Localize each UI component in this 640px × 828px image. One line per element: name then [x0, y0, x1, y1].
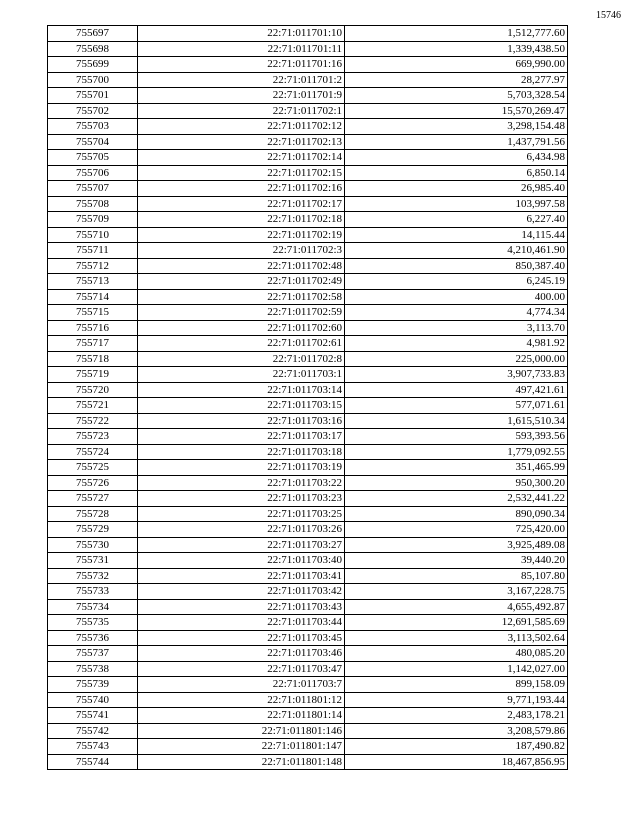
- record-id-cell: 755708: [48, 196, 138, 212]
- record-id-cell: 755718: [48, 351, 138, 367]
- record-id-cell: 755728: [48, 506, 138, 522]
- amount-cell: 12,691,585.69: [345, 615, 568, 631]
- table-row: [48, 646, 568, 662]
- amount-cell: 6,245.19: [345, 274, 568, 290]
- record-id-cell: 755702: [48, 103, 138, 119]
- record-id-cell: 755697: [48, 26, 138, 42]
- amount-cell: 400.00: [345, 289, 568, 305]
- amount-cell: 1,615,510.34: [345, 413, 568, 429]
- table-row: [48, 754, 568, 770]
- amount-cell: 1,142,027.00: [345, 661, 568, 677]
- cadastral-number-cell: 22:71:011703:15: [138, 398, 345, 414]
- record-id-cell: 755733: [48, 584, 138, 600]
- record-id-cell: 755734: [48, 599, 138, 615]
- cadastral-number-cell: 22:71:011703:25: [138, 506, 345, 522]
- record-id-cell: 755700: [48, 72, 138, 88]
- record-id-cell: 755738: [48, 661, 138, 677]
- amount-cell: 1,437,791.56: [345, 134, 568, 150]
- table-row: [48, 258, 568, 274]
- record-id-cell: 755704: [48, 134, 138, 150]
- table-row: [48, 537, 568, 553]
- table-row: [48, 88, 568, 104]
- amount-cell: 18,467,856.95: [345, 754, 568, 770]
- amount-cell: 593,393.56: [345, 429, 568, 445]
- amount-cell: 2,483,178.21: [345, 708, 568, 724]
- cadastral-number-cell: 22:71:011703:18: [138, 444, 345, 460]
- table-row: [48, 661, 568, 677]
- ledger-table: [47, 25, 568, 770]
- record-id-cell: 755723: [48, 429, 138, 445]
- record-id-cell: 755742: [48, 723, 138, 739]
- record-id-cell: 755706: [48, 165, 138, 181]
- amount-cell: 225,000.00: [345, 351, 568, 367]
- table-row: [48, 289, 568, 305]
- record-id-cell: 755711: [48, 243, 138, 259]
- table-row: [48, 630, 568, 646]
- amount-cell: 9,771,193.44: [345, 692, 568, 708]
- table-row: [48, 320, 568, 336]
- record-id-cell: 755730: [48, 537, 138, 553]
- amount-cell: 3,113.70: [345, 320, 568, 336]
- cadastral-number-cell: 22:71:011702:48: [138, 258, 345, 274]
- amount-cell: 850,387.40: [345, 258, 568, 274]
- cadastral-number-cell: 22:71:011801:146: [138, 723, 345, 739]
- amount-cell: 725,420.00: [345, 522, 568, 538]
- amount-cell: 4,774.34: [345, 305, 568, 321]
- cadastral-number-cell: 22:71:011703:7: [138, 677, 345, 693]
- amount-cell: 4,210,461.90: [345, 243, 568, 259]
- record-id-cell: 755721: [48, 398, 138, 414]
- cadastral-number-cell: 22:71:011702:15: [138, 165, 345, 181]
- record-id-cell: 755717: [48, 336, 138, 352]
- cadastral-number-cell: 22:71:011703:1: [138, 367, 345, 383]
- cadastral-number-cell: 22:71:011702:59: [138, 305, 345, 321]
- table-row: [48, 150, 568, 166]
- cadastral-number-cell: 22:71:011703:26: [138, 522, 345, 538]
- amount-cell: 950,300.20: [345, 475, 568, 491]
- amount-cell: 28,277.97: [345, 72, 568, 88]
- table-row: [48, 615, 568, 631]
- cadastral-number-cell: 22:71:011702:8: [138, 351, 345, 367]
- cadastral-number-cell: 22:71:011703:19: [138, 460, 345, 476]
- cadastral-number-cell: 22:71:011702:49: [138, 274, 345, 290]
- table-row: [48, 227, 568, 243]
- cadastral-number-cell: 22:71:011701:9: [138, 88, 345, 104]
- cadastral-number-cell: 22:71:011703:17: [138, 429, 345, 445]
- record-id-cell: 755701: [48, 88, 138, 104]
- amount-cell: 497,421.61: [345, 382, 568, 398]
- amount-cell: 26,985.40: [345, 181, 568, 197]
- cadastral-number-cell: 22:71:011801:12: [138, 692, 345, 708]
- amount-cell: 5,703,328.54: [345, 88, 568, 104]
- amount-cell: 15,570,269.47: [345, 103, 568, 119]
- amount-cell: 3,208,579.86: [345, 723, 568, 739]
- amount-cell: 6,227.40: [345, 212, 568, 228]
- table-row: [48, 692, 568, 708]
- amount-cell: 1,512,777.60: [345, 26, 568, 42]
- record-id-cell: 755705: [48, 150, 138, 166]
- cadastral-number-cell: 22:71:011703:23: [138, 491, 345, 507]
- table-row: [48, 196, 568, 212]
- table-row: [48, 119, 568, 135]
- record-id-cell: 755719: [48, 367, 138, 383]
- table-row: [48, 398, 568, 414]
- cadastral-number-cell: 22:71:011703:43: [138, 599, 345, 615]
- cadastral-number-cell: 22:71:011701:2: [138, 72, 345, 88]
- cadastral-number-cell: 22:71:011703:47: [138, 661, 345, 677]
- table-row: [48, 382, 568, 398]
- table-row: [48, 599, 568, 615]
- table-row: [48, 584, 568, 600]
- record-id-cell: 755736: [48, 630, 138, 646]
- table-row: [48, 475, 568, 491]
- ledger-body: [48, 26, 568, 770]
- cadastral-number-cell: 22:71:011702:61: [138, 336, 345, 352]
- record-id-cell: 755731: [48, 553, 138, 569]
- amount-cell: 351,465.99: [345, 460, 568, 476]
- amount-cell: 3,907,733.83: [345, 367, 568, 383]
- record-id-cell: 755720: [48, 382, 138, 398]
- amount-cell: 6,434.98: [345, 150, 568, 166]
- record-id-cell: 755737: [48, 646, 138, 662]
- amount-cell: 480,085.20: [345, 646, 568, 662]
- table-row: [48, 522, 568, 538]
- cadastral-number-cell: 22:71:011801:148: [138, 754, 345, 770]
- amount-cell: 39,440.20: [345, 553, 568, 569]
- table-row: [48, 26, 568, 42]
- record-id-cell: 755714: [48, 289, 138, 305]
- cadastral-number-cell: 22:71:011702:16: [138, 181, 345, 197]
- table-row: [48, 57, 568, 73]
- table-row: [48, 739, 568, 755]
- record-id-cell: 755703: [48, 119, 138, 135]
- amount-cell: 3,925,489.08: [345, 537, 568, 553]
- amount-cell: 4,655,492.87: [345, 599, 568, 615]
- amount-cell: 1,339,438.50: [345, 41, 568, 57]
- cadastral-number-cell: 22:71:011801:14: [138, 708, 345, 724]
- table-row: [48, 41, 568, 57]
- cadastral-number-cell: 22:71:011703:16: [138, 413, 345, 429]
- cadastral-number-cell: 22:71:011702:13: [138, 134, 345, 150]
- cadastral-number-cell: 22:71:011702:14: [138, 150, 345, 166]
- cadastral-number-cell: 22:71:011703:42: [138, 584, 345, 600]
- cadastral-number-cell: 22:71:011703:22: [138, 475, 345, 491]
- cadastral-number-cell: 22:71:011702:1: [138, 103, 345, 119]
- record-id-cell: 755715: [48, 305, 138, 321]
- table-row: [48, 165, 568, 181]
- table-row: [48, 723, 568, 739]
- table-row: [48, 274, 568, 290]
- cadastral-number-cell: 22:71:011703:44: [138, 615, 345, 631]
- table-row: [48, 72, 568, 88]
- amount-cell: 2,532,441.22: [345, 491, 568, 507]
- cadastral-number-cell: 22:71:011703:45: [138, 630, 345, 646]
- record-id-cell: 755716: [48, 320, 138, 336]
- cadastral-number-cell: 22:71:011702:19: [138, 227, 345, 243]
- table-row: [48, 708, 568, 724]
- record-id-cell: 755743: [48, 739, 138, 755]
- record-id-cell: 755698: [48, 41, 138, 57]
- amount-cell: 4,981.92: [345, 336, 568, 352]
- record-id-cell: 755707: [48, 181, 138, 197]
- record-id-cell: 755741: [48, 708, 138, 724]
- amount-cell: 3,167,228.75: [345, 584, 568, 600]
- table-row: [48, 444, 568, 460]
- amount-cell: 1,779,092.55: [345, 444, 568, 460]
- table-row: [48, 134, 568, 150]
- record-id-cell: 755729: [48, 522, 138, 538]
- table-row: [48, 336, 568, 352]
- cadastral-number-cell: 22:71:011702:18: [138, 212, 345, 228]
- record-id-cell: 755739: [48, 677, 138, 693]
- table-row: [48, 243, 568, 259]
- cadastral-number-cell: 22:71:011703:41: [138, 568, 345, 584]
- record-id-cell: 755713: [48, 274, 138, 290]
- cadastral-number-cell: 22:71:011703:40: [138, 553, 345, 569]
- record-id-cell: 755699: [48, 57, 138, 73]
- record-id-cell: 755727: [48, 491, 138, 507]
- record-id-cell: 755726: [48, 475, 138, 491]
- cadastral-number-cell: 22:71:011703:46: [138, 646, 345, 662]
- record-id-cell: 755725: [48, 460, 138, 476]
- record-id-cell: 755740: [48, 692, 138, 708]
- amount-cell: 6,850.14: [345, 165, 568, 181]
- table-row: [48, 677, 568, 693]
- table-row: [48, 413, 568, 429]
- record-id-cell: 755744: [48, 754, 138, 770]
- table-row: [48, 429, 568, 445]
- cadastral-number-cell: 22:71:011701:11: [138, 41, 345, 57]
- cadastral-number-cell: 22:71:011702:3: [138, 243, 345, 259]
- table-row: [48, 305, 568, 321]
- table-row: [48, 212, 568, 228]
- amount-cell: 103,997.58: [345, 196, 568, 212]
- table-row: [48, 460, 568, 476]
- table-row: [48, 351, 568, 367]
- table-row: [48, 506, 568, 522]
- record-id-cell: 755722: [48, 413, 138, 429]
- page-number: 15746: [596, 10, 621, 21]
- cadastral-number-cell: 22:71:011703:14: [138, 382, 345, 398]
- amount-cell: 890,090.34: [345, 506, 568, 522]
- cadastral-number-cell: 22:71:011701:10: [138, 26, 345, 42]
- table-row: [48, 568, 568, 584]
- amount-cell: 669,990.00: [345, 57, 568, 73]
- table-row: [48, 553, 568, 569]
- record-id-cell: 755712: [48, 258, 138, 274]
- table-row: [48, 491, 568, 507]
- amount-cell: 899,158.09: [345, 677, 568, 693]
- cadastral-number-cell: 22:71:011701:16: [138, 57, 345, 73]
- cadastral-number-cell: 22:71:011702:17: [138, 196, 345, 212]
- amount-cell: 577,071.61: [345, 398, 568, 414]
- table-row: [48, 103, 568, 119]
- cadastral-number-cell: 22:71:011702:58: [138, 289, 345, 305]
- record-id-cell: 755732: [48, 568, 138, 584]
- cadastral-number-cell: 22:71:011703:27: [138, 537, 345, 553]
- amount-cell: 85,107.80: [345, 568, 568, 584]
- record-id-cell: 755709: [48, 212, 138, 228]
- record-id-cell: 755724: [48, 444, 138, 460]
- amount-cell: 14,115.44: [345, 227, 568, 243]
- cadastral-number-cell: 22:71:011702:12: [138, 119, 345, 135]
- amount-cell: 3,113,502.64: [345, 630, 568, 646]
- record-id-cell: 755735: [48, 615, 138, 631]
- record-id-cell: 755710: [48, 227, 138, 243]
- table-row: [48, 367, 568, 383]
- table-row: [48, 181, 568, 197]
- amount-cell: 3,298,154.48: [345, 119, 568, 135]
- cadastral-number-cell: 22:71:011702:60: [138, 320, 345, 336]
- cadastral-number-cell: 22:71:011801:147: [138, 739, 345, 755]
- amount-cell: 187,490.82: [345, 739, 568, 755]
